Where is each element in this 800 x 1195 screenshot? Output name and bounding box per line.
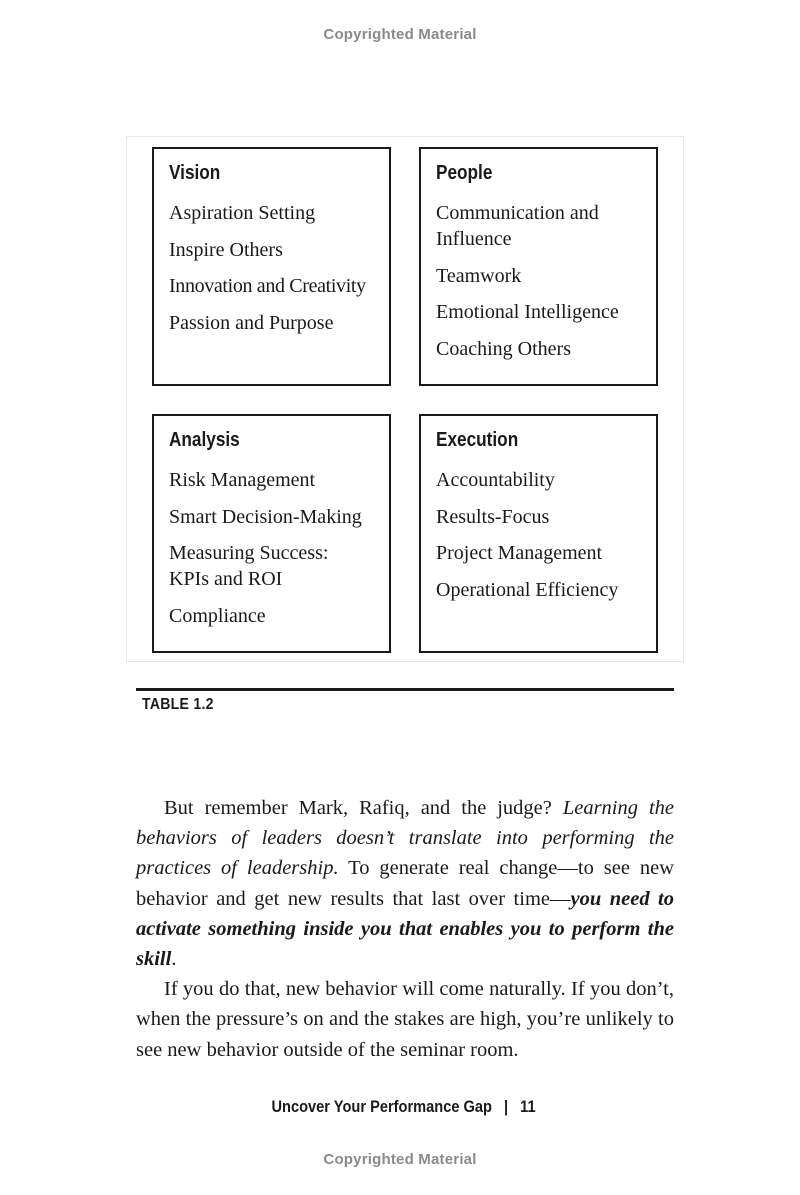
copyright-watermark-top: Copyrighted Material <box>323 26 477 43</box>
people-item: Communication and Influence <box>436 202 599 250</box>
vision-item: Inspire Others <box>169 238 283 261</box>
paragraph: If you do that, new behavior will come naturally. If you don’t, when the pressure’s on and the stakes are high, you’re unlikely to see new behavior outside of the seminar room. <box>136 978 674 1061</box>
analysis-item: Measuring Success: KPIs and ROI <box>169 542 329 590</box>
page-number: 11 <box>520 1097 537 1116</box>
italic-emphasis: Learning the behaviors of leaders doesn’t translate into performing the practices of leadership. <box>136 797 674 880</box>
people-box <box>419 147 658 386</box>
analysis-box <box>152 414 391 653</box>
vision-item: Passion and Purpose <box>169 311 334 334</box>
vision-item: Innovation and Creativity <box>169 275 366 297</box>
execution-item: Results-Focus <box>436 505 550 528</box>
running-footer <box>0 1097 800 1117</box>
text-run: But remember Mark, Rafiq, and the judge? <box>164 797 563 819</box>
people-title: People <box>436 162 493 184</box>
text-run: To generate real change—to see new behavior and get new results that last over time— <box>136 857 674 910</box>
table-divider <box>136 688 674 691</box>
body-text <box>136 793 674 1065</box>
analysis-title: Analysis <box>169 429 240 451</box>
people-item: Emotional Intelligence <box>436 301 619 323</box>
execution-item: Project Management <box>436 542 603 564</box>
people-item: Coaching Others <box>436 337 571 360</box>
execution-title: Execution <box>436 429 519 451</box>
copyright-watermark-bottom: Copyrighted Material <box>323 1151 477 1168</box>
bold-italic-emphasis: you need to activate something inside you that enables you to perform the skill <box>136 887 674 971</box>
execution-box <box>419 414 658 653</box>
vision-box <box>152 147 391 386</box>
execution-item: Accountability <box>436 469 555 491</box>
analysis-item: Risk Management <box>169 469 316 491</box>
vision-item: Aspiration Setting <box>169 202 316 224</box>
analysis-item: Smart Decision-Making <box>169 505 362 528</box>
table-caption: TABLE 1.2 <box>142 696 214 713</box>
vision-title: Vision <box>169 162 221 184</box>
paragraph <box>136 793 674 974</box>
people-item: Teamwork <box>436 264 522 287</box>
execution-item: Operational Efficiency <box>436 578 619 601</box>
footer-separator: | <box>504 1097 509 1116</box>
chapter-title: Uncover Your Performance Gap <box>271 1097 493 1116</box>
analysis-item: Compliance <box>169 604 266 627</box>
text-run: . <box>171 948 177 971</box>
